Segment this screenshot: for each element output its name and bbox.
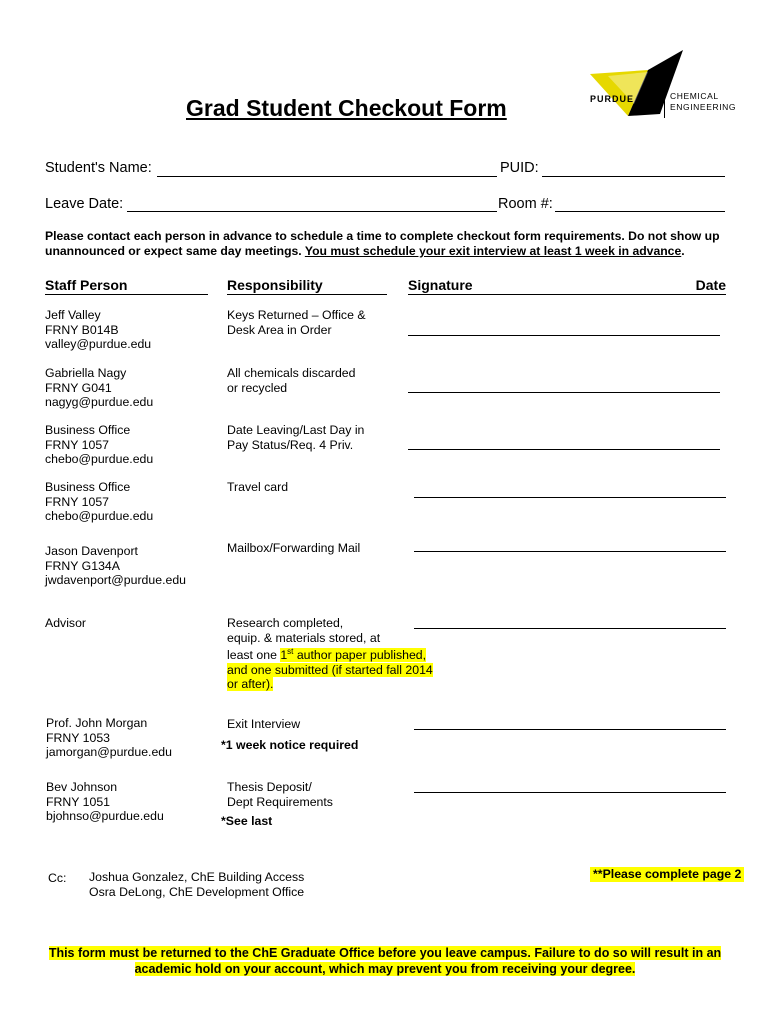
signature-line[interactable] [408, 392, 720, 393]
signature-line[interactable] [414, 628, 726, 629]
signature-line[interactable] [414, 729, 726, 730]
responsibility-cell: Research completed, equip. & materials stored, at least one 1st author paper published, and one submitted (if started fall 2014 or after). [227, 616, 433, 692]
cc-list: Joshua Gonzalez, ChE Building Access Osra DeLong, ChE Development Office [89, 870, 305, 899]
logo-dept-line2: ENGINEERING [670, 102, 737, 112]
responsibility-cell: Travel card [227, 480, 289, 494]
responsibility-cell: Keys Returned – Office & Desk Area in Order [227, 308, 366, 337]
signature-line[interactable] [408, 449, 720, 450]
leave-date-field[interactable] [127, 211, 497, 212]
col-responsibility: Responsibility [227, 277, 387, 295]
notice-required: *1 week notice required [221, 738, 359, 752]
col-staff-person: Staff Person [45, 277, 208, 295]
notice-text: Please contact each person in advance to schedule a time to complete checkout form requirements. Do not show up unannounced or expect same day meetings. [45, 229, 720, 258]
staff-cell: Business Office FRNY 1057 chebo@purdue.edu [45, 480, 154, 524]
responsibility-cell: All chemicals discarded or recycled [227, 366, 356, 395]
signature-line[interactable] [408, 335, 720, 336]
leave-date-label: Leave Date: [45, 196, 124, 212]
responsibility-cell: Exit Interview [227, 717, 301, 731]
student-name-field[interactable] [157, 176, 497, 177]
staff-cell: Business Office FRNY 1057 chebo@purdue.edu [45, 423, 154, 467]
page2-note: **Please complete page 2 [590, 867, 744, 882]
signature-line[interactable] [414, 792, 726, 793]
staff-cell: Jason Davenport FRNY G134A jwdavenport@purdue.edu [45, 544, 187, 588]
return-warning: This form must be returned to the ChE Graduate Office before you leave campus. Failure to do so will result in an academic hold on your account, which may prevent you from receiving your degree. [48, 946, 722, 976]
see-last-note: *See last [221, 814, 273, 828]
responsibility-cell: Thesis Deposit/ Dept Requirements [227, 780, 333, 809]
room-label: Room #: [498, 196, 553, 212]
staff-cell: Prof. John Morgan FRNY 1053 jamorgan@purdue.edu [46, 716, 172, 760]
puid-field[interactable] [542, 176, 725, 177]
room-field[interactable] [555, 211, 725, 212]
notice-underlined: You must schedule your exit interview at least 1 week in advance [304, 244, 682, 258]
staff-cell: Gabriella Nagy FRNY G041 nagyg@purdue.edu [45, 366, 154, 410]
cc-label: Cc: [48, 871, 67, 885]
staff-cell: Advisor [45, 616, 87, 630]
student-name-label: Student's Name: [45, 160, 152, 176]
responsibility-cell: Date Leaving/Last Day in Pay Status/Req. 4 Priv. [227, 423, 365, 452]
purdue-che-logo [588, 48, 737, 120]
signature-line[interactable] [414, 551, 726, 552]
puid-label: PUID: [500, 160, 539, 176]
page-title: Grad Student Checkout Form [186, 95, 507, 121]
responsibility-cell: Mailbox/Forwarding Mail [227, 541, 361, 555]
staff-cell: Bev Johnson FRNY 1051 bjohnso@purdue.edu [46, 780, 164, 824]
col-date: Date [608, 277, 726, 295]
logo-dept-line1: CHEMICAL [670, 91, 719, 101]
logo-brand: PURDUE [590, 94, 635, 104]
signature-line[interactable] [414, 497, 726, 498]
instructions-notice: Please contact each person in advance to schedule a time to complete checkout form requirements. Do not show up unannounced or expect same day meetings. You must schedule your exit interview at least 1 week in advance. [45, 229, 720, 258]
staff-cell: Jeff Valley FRNY B014B valley@purdue.edu [45, 308, 152, 352]
col-signature: Signature [408, 277, 608, 295]
